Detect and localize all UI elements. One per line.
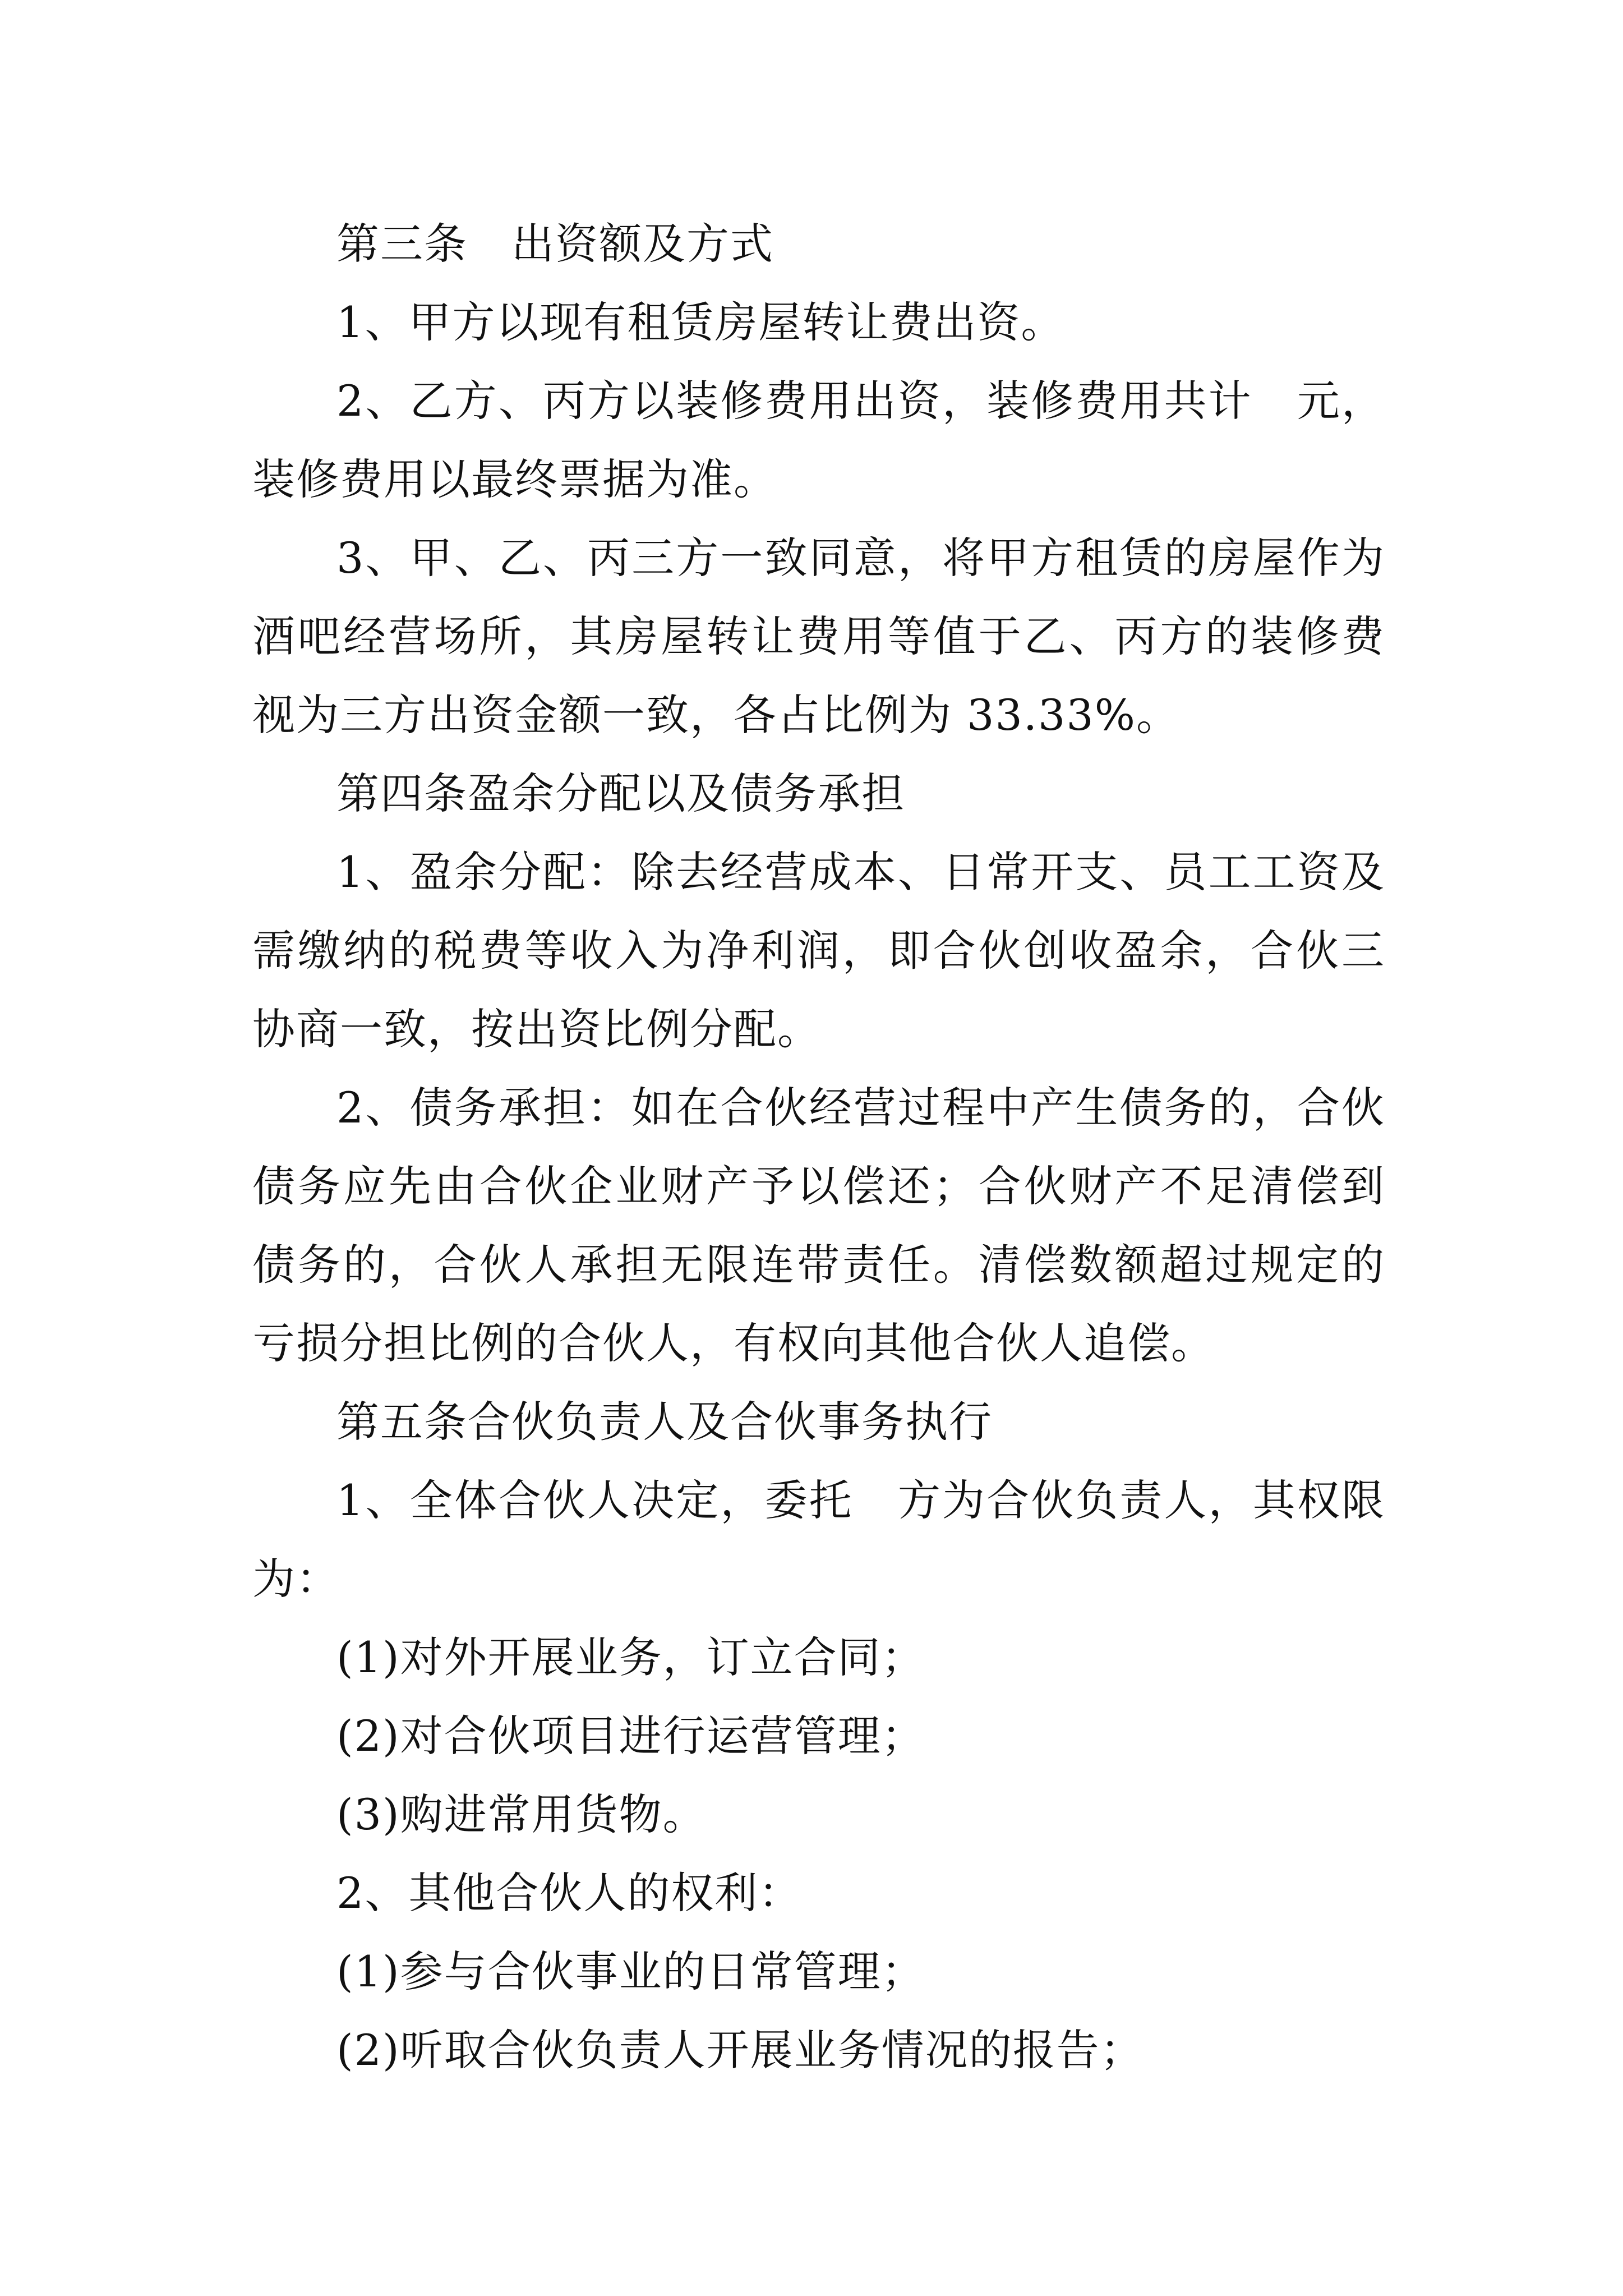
article-5-clause-1-line-1: 1、全体合伙人决定，委托 方为合伙负责人，其权限	[336, 1475, 1385, 1525]
article-3-clause-2-line-1: 2、乙方、丙方以装修费用出资，装修费用共计 元，	[336, 376, 1385, 426]
article-3-clause-1: 1、甲方以现有租赁房屋转让费出资。	[336, 297, 1065, 347]
article-5-clause-1-line-2: 为：	[252, 1554, 340, 1604]
article-3-clause-3-line-2: 酒吧经营场所，其房屋转让费用等值于乙、丙方的装修费	[252, 611, 1385, 661]
rights-item-2: (2)听取合伙负责人开展业务情况的报告；	[336, 2025, 1144, 2075]
article-5-heading: 第五条合伙负责人及合伙事务执行	[336, 1397, 993, 1447]
article-4-clause-2-line-2: 债务应先由合伙企业财产予以偿还；合伙财产不足清偿到	[252, 1161, 1385, 1211]
authority-item-2: (2)对合伙项目进行运营管理；	[336, 1711, 925, 1761]
article-4-clause-1-line-3: 协商一致，按出资比例分配。	[252, 1004, 821, 1054]
article-4-heading: 第四条盈余分配以及债务承担	[336, 769, 905, 818]
article-4-clause-2-line-1: 2、债务承担：如在合伙经营过程中产生债务的，合伙	[336, 1083, 1385, 1133]
article-5-clause-2: 2、其他合伙人的权利：	[336, 1868, 803, 1918]
article-4-clause-2-line-3: 债务的，合伙人承担无限连带责任。清偿数额超过规定的	[252, 1240, 1385, 1290]
authority-item-3: (3)购进常用货物。	[336, 1789, 707, 1839]
article-3-clause-3-line-1: 3、甲、乙、丙三方一致同意，将甲方租赁的房屋作为	[336, 533, 1385, 583]
article-3-clause-3-line-3: 视为三方出资金额一致，各占比例为 33.33%。	[252, 690, 1180, 740]
rights-item-1: (1)参与合伙事业的日常管理；	[336, 1947, 925, 1996]
article-3-clause-2-line-2: 装修费用以最终票据为准。	[252, 454, 777, 504]
article-4-clause-2-line-4: 亏损分担比例的合伙人，有权向其他合伙人追偿。	[252, 1318, 1215, 1368]
article-4-clause-1-line-1: 1、盈余分配：除去经营成本、日常开支、员工工资及	[336, 847, 1385, 897]
article-3-heading: 第三条 出资额及方式	[336, 219, 774, 269]
authority-item-1: (1)对外开展业务，订立合同；	[336, 1632, 925, 1682]
article-4-clause-1-line-2: 需缴纳的税费等收入为净利润，即合伙创收盈余，合伙三	[252, 926, 1385, 976]
